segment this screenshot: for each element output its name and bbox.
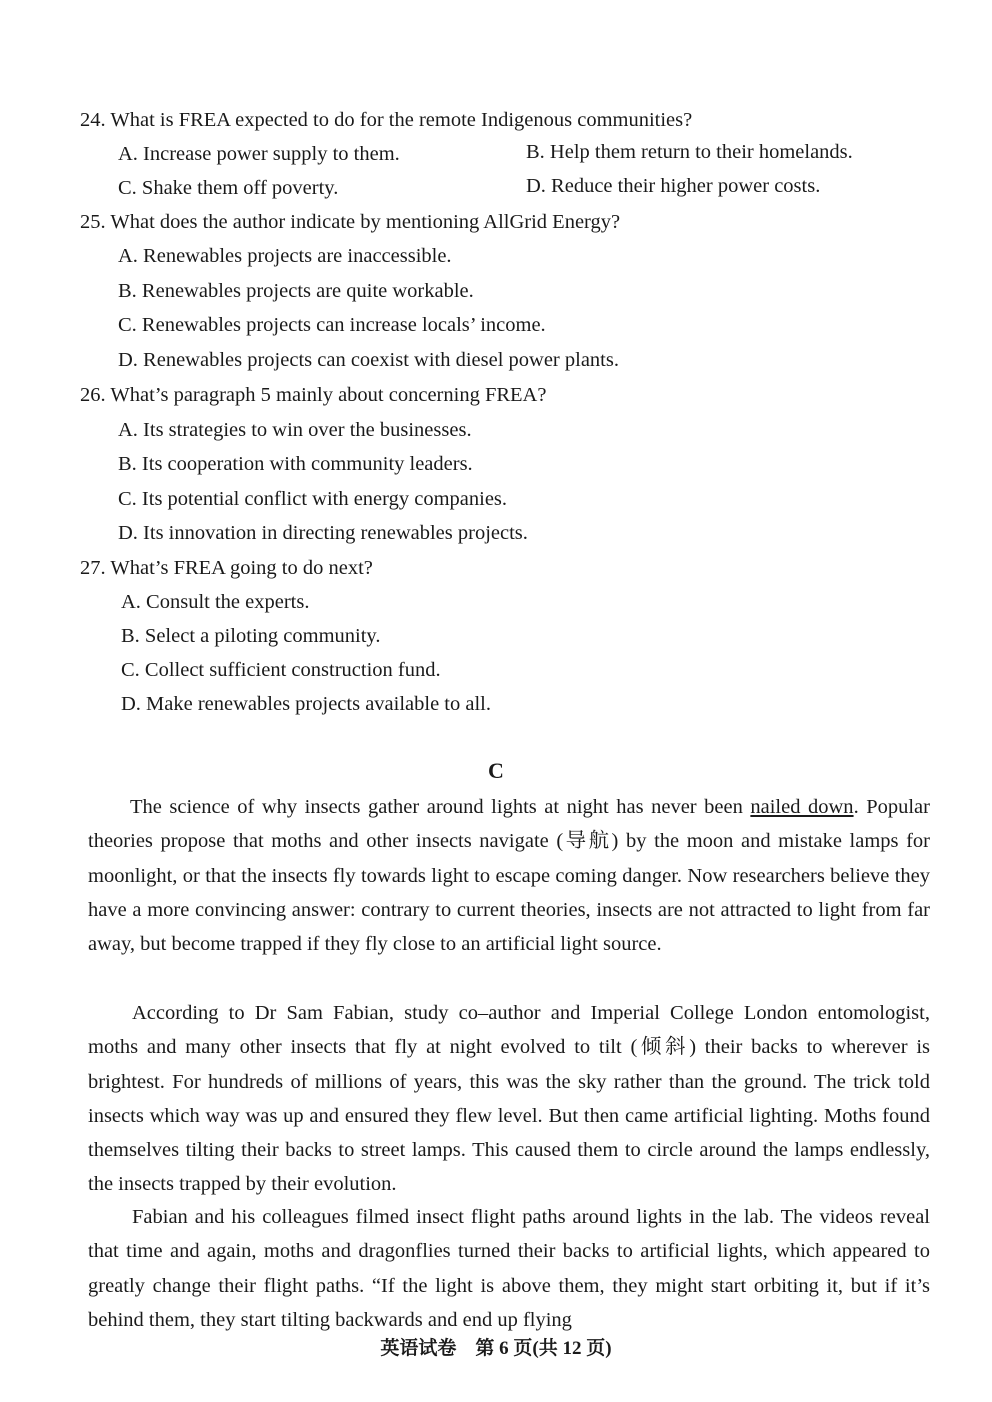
question-25-stem: 25. What does the author indicate by mentioning AllGrid Energy? [80, 211, 621, 233]
section-label: C [488, 758, 504, 783]
question-25-option-b: B. Renewables projects are quite workable. [118, 280, 474, 302]
question-24-option-b: B. Help them return to their homelands. [526, 141, 853, 163]
question-27-option-a: A. Consult the experts. [121, 591, 310, 613]
question-25-option-a: A. Renewables projects are inaccessible. [118, 245, 452, 267]
question-26-option-d: D. Its innovation in directing renewables projects. [118, 522, 528, 544]
question-24-option-a: A. Increase power supply to them. [118, 143, 400, 165]
question-26-option-b: B. Its cooperation with community leaders. [118, 453, 473, 475]
question-24-option-d: D. Reduce their higher power costs. [526, 175, 821, 197]
passage-paragraph-3: Fabian and his colleagues filmed insect flight paths around lights in the lab. The videos reveal that time and again, moths and dragonflies turned their backs to artificial lights, which appeared to greatly change their flight paths. “If the light is above them, they might start orbiting it, but if it’s behind them, they start tilting backwards and end up flying [88, 1206, 930, 1331]
paragraph-1-rest: . Popular theories propose that moths and other insects navigate (导航) by the moon and mistake lamps for moonlight, or that the insects fly towards light to escape coming danger. Now researchers believe they have a more convincing answer: contrary to current theories, insects are not attracted to light from far away, but become trapped if they fly close to an artificial light source. [88, 796, 930, 956]
underlined-phrase: nailed down [750, 796, 854, 818]
question-24-stem: 24. What is FREA expected to do for the remote Indigenous communities? [80, 109, 693, 131]
page-footer: 英语试卷 第 6 页(共 12 页) [380, 1338, 612, 1359]
question-27-option-c: C. Collect sufficient construction fund. [121, 659, 441, 681]
question-26-stem: 26. What’s paragraph 5 mainly about concerning FREA? [80, 384, 547, 406]
paragraph-1-start: The science of why insects gather around lights at night has never been [130, 796, 751, 818]
passage-paragraph-2: According to Dr Sam Fabian, study co–author and Imperial College London entomologist, moths and many other insects that fly at night evolved to tilt (倾斜) their backs to wherever is brightest. For hundreds of millions of years, this was the sky rather than the ground. The trick told insects which way was up and ensured they flew level. But then came artificial lighting. Moths found themselves tilting their backs to street lamps. This caused them to circle around the lamps endlessly, the insects trapped by their evolution. [88, 1002, 930, 1196]
question-25-option-d: D. Renewables projects can coexist with diesel power plants. [118, 349, 619, 371]
question-27-option-d: D. Make renewables projects available to all. [121, 693, 491, 715]
passage-paragraph-1 [88, 790, 930, 961]
question-26-option-a: A. Its strategies to win over the businesses. [118, 419, 472, 441]
question-27-option-b: B. Select a piloting community. [121, 625, 381, 647]
question-26-option-c: C. Its potential conflict with energy companies. [118, 488, 508, 510]
question-27-stem: 27. What’s FREA going to do next? [80, 557, 373, 579]
question-24-option-c: C. Shake them off poverty. [118, 177, 339, 199]
question-25-option-c: C. Renewables projects can increase locals’ income. [118, 314, 546, 336]
